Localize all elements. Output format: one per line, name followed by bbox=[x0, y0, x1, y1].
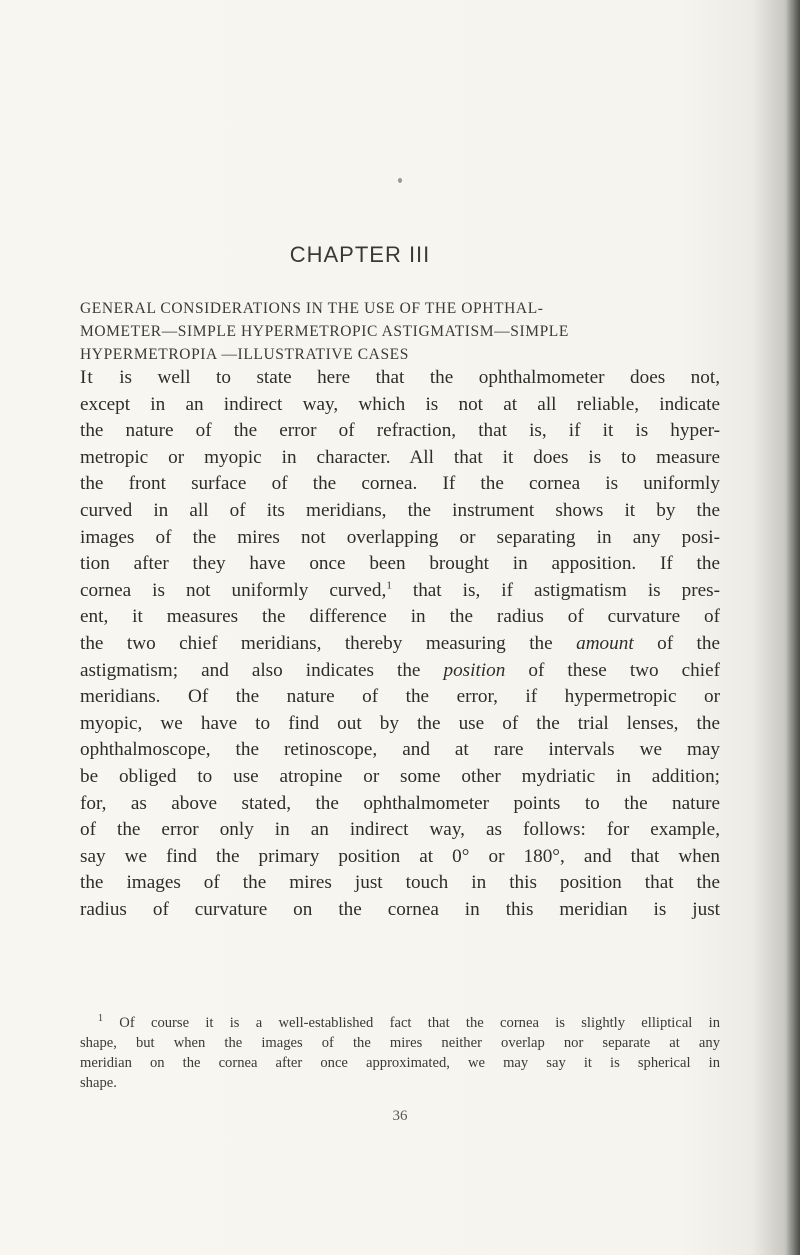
body-line: astigmatism; and also indicates the position of these two chief bbox=[80, 659, 720, 681]
chapter-title: CHAPTER III bbox=[289, 242, 431, 267]
body-line: curved in all of its meridians, the instrument shows it by the bbox=[80, 499, 720, 521]
body-line: cornea is not uniformly curved,$^1$ that is, if astigmatism is pres- bbox=[80, 579, 720, 601]
body-line: metropic or myopic in character. All that it does is to measure bbox=[80, 446, 720, 468]
summary-line: MOMETER—SIMPLE HYPERMETROPIC ASTIGMATISM—SIMPLE bbox=[80, 323, 569, 340]
binding-edge-shadow bbox=[786, 0, 800, 1255]
footnote-mark: 1 bbox=[98, 1013, 103, 1025]
body-paragraph bbox=[80, 365, 720, 923]
body-line: ophthalmoscope, the retinoscope, and at rare intervals we may bbox=[80, 739, 720, 761]
body-line: myopic, we have to find out by the use of the trial lenses, the bbox=[80, 712, 720, 734]
footnote-line: shape. bbox=[80, 1075, 117, 1091]
body-line: ent, it measures the difference in the radius of curvature of bbox=[80, 606, 720, 628]
body-line: be obliged to use atropine or some other mydriatic in addition; bbox=[80, 765, 720, 787]
footnote bbox=[80, 1013, 720, 1093]
lead-word: It bbox=[80, 367, 94, 388]
ink-speck bbox=[398, 178, 402, 183]
body-line: the front surface of the cornea. If the cornea is uniformly bbox=[80, 473, 720, 495]
emphasis-position: position bbox=[443, 659, 506, 681]
footnote-line: meridian on the cornea after once approximated, we may say it is spherical in bbox=[80, 1055, 720, 1071]
body-line: It is well to state here that the ophthalmometer does not, bbox=[80, 367, 720, 388]
summary-line: HYPERMETROPIA —ILLUSTRATIVE CASES bbox=[80, 346, 409, 363]
page-number: 36 bbox=[392, 1108, 408, 1124]
summary-line: GENERAL CONSIDERATIONS IN THE USE OF THE OPHTHAL- bbox=[80, 300, 544, 317]
body-line: for, as above stated, the ophthalmometer points to the nature bbox=[80, 792, 720, 814]
footnote-reference: 1 bbox=[386, 579, 392, 592]
body-line: of the error only in an indirect way, as follows: for example, bbox=[80, 819, 720, 841]
body-line: tion after they have once been brought in apposition. If the bbox=[80, 553, 720, 575]
body-line: images of the mires not overlapping or separating in any posi- bbox=[80, 526, 720, 548]
body-line: meridians. Of the nature of the error, if hypermetropic or bbox=[80, 686, 720, 708]
body-line: radius of curvature on the cornea in this meridian is just bbox=[80, 898, 720, 920]
footnote-line: shape, but when the images of the mires neither overlap nor separate at any bbox=[80, 1035, 720, 1051]
footnote-line: $^1$ Of course it is a well-established fact that the cornea is slightly elliptical in bbox=[98, 1013, 720, 1031]
body-line: the images of the mires just touch in this position that the bbox=[80, 872, 720, 894]
body-line: except in an indirect way, which is not at all reliable, indicate bbox=[80, 393, 720, 415]
body-line: the two chief meridians, thereby measuring the amount of the bbox=[80, 632, 720, 654]
chapter-summary bbox=[80, 297, 720, 366]
body-line: say we find the primary position at 0° or 180°, and that when bbox=[80, 845, 720, 867]
emphasis-amount: amount bbox=[576, 632, 634, 654]
body-line: the nature of the error of refraction, that is, if it is hyper- bbox=[80, 420, 720, 442]
